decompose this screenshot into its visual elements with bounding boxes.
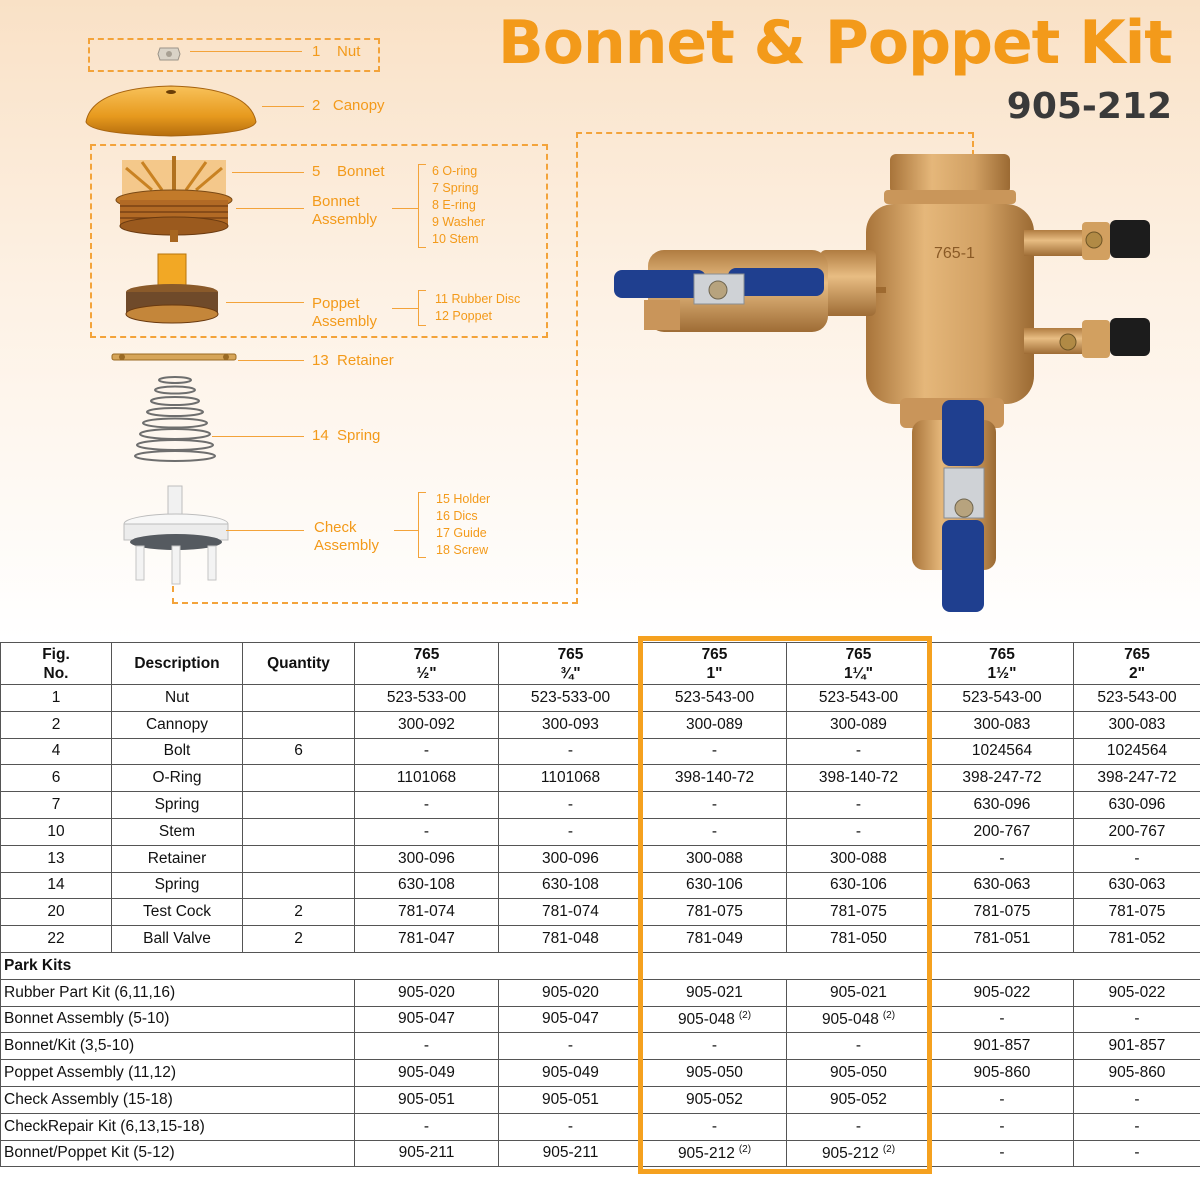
cell-description: Test Cock (112, 899, 243, 926)
cell-part-number: 398-247-72 (1074, 765, 1200, 792)
kit-part-number-value: - (1134, 1090, 1140, 1108)
kit-part-number-value: - (999, 1010, 1005, 1028)
cell-fig-no: 6 (1, 765, 112, 792)
cell-kit-part-number (643, 1033, 787, 1060)
cell-part-number: 781-074 (499, 899, 643, 926)
poppet-part-image (122, 252, 222, 328)
backflow-valve-image (604, 150, 1164, 620)
kit-part-number-value: - (999, 1144, 1005, 1162)
cell-kit-part-number (499, 1140, 643, 1167)
cell-quantity: 2 (243, 926, 355, 953)
cell-kit-part-number (1074, 1086, 1200, 1113)
header-size-one: 765 1" (643, 643, 787, 685)
kit-part-number-value: 905-022 (973, 983, 1031, 1001)
kit-part-number-value: - (855, 1037, 862, 1055)
leader-line (190, 51, 302, 52)
kit-part-number-value: - (855, 1117, 862, 1135)
cell-fig-no: 7 (1, 792, 112, 819)
cell-quantity (243, 711, 355, 738)
cell-kit-part-number (931, 1086, 1074, 1113)
cell-part-number: 781-075 (1074, 899, 1200, 926)
cell-part-number: 200-767 (931, 818, 1074, 845)
cell-part-number: 523-543-00 (787, 685, 931, 712)
cell-fig-no: 1 (1, 685, 112, 712)
kit-part-number-value: 905-051 (542, 1090, 599, 1108)
retainer-part-image (108, 348, 240, 366)
kit-row (1, 979, 1200, 1006)
kit-row (1, 1140, 1200, 1167)
kit-part-number-value: 901-857 (973, 1037, 1031, 1055)
label-retainer: 13 Retainer (312, 352, 394, 369)
kit-part-number-value: - (567, 1037, 574, 1055)
cell-description: Spring (112, 792, 243, 819)
cell-part-number: 781-074 (355, 899, 499, 926)
table-row (1, 872, 1200, 899)
label-bonnet-assembly: Bonnet Assembly (312, 193, 378, 228)
cell-quantity (243, 818, 355, 845)
cell-part-number: 630-096 (931, 792, 1074, 819)
cell-kit-description: Bonnet Assembly (5-10) (1, 1006, 355, 1033)
canopy-part-image (82, 82, 260, 138)
cell-kit-part-number (643, 1140, 787, 1167)
kit-part-number-value: 905-049 (542, 1064, 599, 1082)
cell-part-number: 1101068 (499, 765, 643, 792)
cell-fig-no: 2 (1, 711, 112, 738)
cell-part-number: 630-063 (1074, 872, 1200, 899)
kit-part-number-value: 905-050 (830, 1064, 887, 1082)
kit-part-number-value: 901-857 (1108, 1037, 1166, 1055)
kit-part-number-value: 905-212 (821, 1144, 879, 1162)
cell-kit-part-number (1074, 1006, 1200, 1033)
kit-row (1, 1033, 1200, 1060)
cell-part-number: 200-767 (1074, 818, 1200, 845)
cell-part-number: 523-533-00 (499, 685, 643, 712)
cell-kit-part-number (355, 1086, 499, 1113)
table-row (1, 765, 1200, 792)
cell-part-number: - (355, 818, 499, 845)
cell-description: Ball Valve (112, 926, 243, 953)
header-fig-no: Fig. No. (1, 643, 112, 685)
table-row (1, 738, 1200, 765)
cell-part-number: 630-106 (643, 872, 787, 899)
cell-kit-part-number (931, 1060, 1074, 1087)
cell-description: O-Ring (112, 765, 243, 792)
cell-part-number: 1024564 (931, 738, 1074, 765)
leader-line (226, 302, 304, 303)
cell-part-number: 523-533-00 (355, 685, 499, 712)
cell-kit-part-number (787, 1060, 931, 1087)
cell-part-number: 781-052 (1074, 926, 1200, 953)
table-row (1, 685, 1200, 712)
leader-line (236, 208, 304, 209)
label-canopy: 2 Canopy (312, 97, 385, 114)
cell-part-number: 781-048 (499, 926, 643, 953)
cell-fig-no: 20 (1, 899, 112, 926)
cell-part-number: 781-047 (355, 926, 499, 953)
kit-part-number-value: - (1134, 1144, 1140, 1162)
cell-part-number: - (355, 738, 499, 765)
cell-part-number: 300-083 (931, 711, 1074, 738)
cell-kit-part-number (499, 1033, 643, 1060)
cell-part-number: 300-083 (1074, 711, 1200, 738)
cell-fig-no: 22 (1, 926, 112, 953)
kit-part-number-value: 905-049 (398, 1064, 455, 1082)
header-size-half: 765 ½" (355, 643, 499, 685)
kit-part-number-value: 905-052 (830, 1090, 887, 1108)
cell-kit-part-number (499, 1086, 643, 1113)
cell-part-number: 781-051 (931, 926, 1074, 953)
cell-part-number: - (499, 818, 643, 845)
kit-part-number-value: 905-021 (686, 983, 743, 1001)
cell-part-number: - (499, 792, 643, 819)
cell-description: Bolt (112, 738, 243, 765)
poppet-subparts-bracket (418, 290, 426, 326)
cell-part-number: 300-088 (643, 845, 787, 872)
label-poppet-assembly: Poppet Assembly (312, 295, 378, 330)
cell-kit-part-number (1074, 1113, 1200, 1140)
kit-part-number-value: - (1134, 1010, 1140, 1028)
cell-part-number: 630-096 (1074, 792, 1200, 819)
cell-part-number: 523-543-00 (643, 685, 787, 712)
kit-part-number-value: - (711, 1117, 718, 1135)
cell-kit-part-number (355, 979, 499, 1006)
cell-quantity (243, 845, 355, 872)
cell-fig-no: 14 (1, 872, 112, 899)
cell-kit-part-number (355, 1140, 499, 1167)
cell-kit-part-number (499, 979, 643, 1006)
kit-part-number-value: 905-211 (398, 1144, 455, 1162)
cell-kit-description: Poppet Assembly (11,12) (1, 1060, 355, 1087)
kit-row (1, 1006, 1200, 1033)
cell-description: Nut (112, 685, 243, 712)
cell-kit-part-number (931, 1113, 1074, 1140)
label-bonnet: 5 Bonnet (312, 163, 385, 180)
cell-part-number: 523-543-00 (1074, 685, 1200, 712)
cell-kit-part-number (499, 1006, 643, 1033)
cell-part-number: 398-247-72 (931, 765, 1074, 792)
kit-part-number-value: 905-211 (542, 1144, 599, 1162)
kit-part-number-value: 905-021 (830, 983, 887, 1001)
cell-quantity (243, 872, 355, 899)
kit-part-number-value: 905-048 (821, 1010, 879, 1028)
spring-part-image (132, 372, 218, 464)
cell-fig-no: 13 (1, 845, 112, 872)
cell-kit-part-number (355, 1113, 499, 1140)
cell-kit-part-number (1074, 1140, 1200, 1167)
cell-part-number: - (787, 818, 931, 845)
poppet-subparts: 11 Rubber Disc 12 Poppet (435, 292, 521, 323)
cell-part-number: 630-063 (931, 872, 1074, 899)
cell-part-number: 1024564 (1074, 738, 1200, 765)
cell-kit-part-number (787, 1113, 931, 1140)
cell-kit-part-number (931, 1033, 1074, 1060)
header-description: Description (112, 643, 243, 685)
kit-part-number-value: 905-860 (973, 1064, 1031, 1082)
bonnet-subparts: 6 O-ring 7 Spring 8 E-ring 9 Washer 10 Stem (432, 164, 486, 246)
cell-kit-part-number (931, 1006, 1074, 1033)
leader-line (226, 530, 304, 531)
parts-table-container (0, 642, 1200, 1167)
cell-part-number: - (787, 792, 931, 819)
kit-part-number-value: - (711, 1037, 718, 1055)
kit-part-number-value: - (423, 1037, 430, 1055)
cell-part-number: - (643, 818, 787, 845)
kit-part-number-value: 905-860 (1108, 1064, 1166, 1082)
cell-part-number: - (931, 845, 1074, 872)
cell-part-number: 300-092 (355, 711, 499, 738)
cell-part-number: - (1074, 845, 1200, 872)
leader-line (392, 308, 418, 309)
cell-quantity: 6 (243, 738, 355, 765)
cell-part-number: 300-096 (499, 845, 643, 872)
cell-kit-part-number (499, 1060, 643, 1087)
cell-part-number: 300-088 (787, 845, 931, 872)
bonnet-part-image (112, 154, 236, 244)
leader-line (394, 530, 418, 531)
cell-description: Retainer (112, 845, 243, 872)
kit-part-number-value: 905-047 (398, 1010, 455, 1028)
valve-link-line-left (576, 132, 578, 604)
cell-kit-part-number (643, 1006, 787, 1033)
cell-part-number: 300-089 (643, 711, 787, 738)
kit-part-number-value: 905-050 (686, 1064, 743, 1082)
cell-part-number: 398-140-72 (643, 765, 787, 792)
cell-kit-part-number (643, 1086, 787, 1113)
cell-part-number: - (643, 738, 787, 765)
cell-description: Cannopy (112, 711, 243, 738)
kit-part-number-value: 905-022 (1108, 983, 1166, 1001)
table-row (1, 792, 1200, 819)
check-subparts-bracket (418, 492, 426, 558)
cell-kit-description: CheckRepair Kit (6,13,15-18) (1, 1113, 355, 1140)
parts-table (0, 642, 1200, 1167)
section-row (1, 952, 1200, 979)
cell-part-number: 300-093 (499, 711, 643, 738)
cell-kit-part-number (643, 979, 787, 1006)
table-row (1, 845, 1200, 872)
cell-kit-part-number (1074, 1060, 1200, 1087)
kit-row (1, 1086, 1200, 1113)
cell-kit-part-number (787, 1086, 931, 1113)
kit-part-number-value: 905-212 (677, 1144, 735, 1162)
cell-part-number: - (643, 792, 787, 819)
cell-part-number: - (787, 738, 931, 765)
cell-quantity: 2 (243, 899, 355, 926)
cell-part-number: 1101068 (355, 765, 499, 792)
cell-kit-part-number (355, 1033, 499, 1060)
cell-kit-part-number (787, 1006, 931, 1033)
kit-part-number-value: - (999, 1117, 1005, 1135)
cell-quantity (243, 792, 355, 819)
kit-row (1, 1113, 1200, 1140)
header-size-two: 765 2" (1074, 643, 1200, 685)
table-row (1, 926, 1200, 953)
cell-part-number: 630-106 (787, 872, 931, 899)
leader-line (212, 436, 304, 437)
cell-fig-no: 4 (1, 738, 112, 765)
cell-part-number: - (499, 738, 643, 765)
cell-kit-description: Bonnet/Kit (3,5-10) (1, 1033, 355, 1060)
header-quantity: Quantity (243, 643, 355, 685)
cell-kit-part-number (643, 1060, 787, 1087)
cell-part-number: 781-075 (787, 899, 931, 926)
parts-table-body (1, 685, 1200, 1167)
cell-kit-part-number (1074, 979, 1200, 1006)
cell-part-number: 398-140-72 (787, 765, 931, 792)
page-title: Bonnet & Poppet Kit (498, 8, 1172, 78)
cell-kit-part-number (355, 1060, 499, 1087)
nut-part-image (156, 44, 182, 64)
cell-part-number: 630-108 (499, 872, 643, 899)
cell-part-number: 523-543-00 (931, 685, 1074, 712)
table-row (1, 818, 1200, 845)
footnote-marker: (2) (882, 1143, 896, 1155)
cell-part-number: 781-049 (643, 926, 787, 953)
cell-part-number: 300-096 (355, 845, 499, 872)
cell-kit-part-number (931, 1140, 1074, 1167)
kit-part-number: 905-212 (1006, 86, 1172, 127)
kit-part-number-value: 905-052 (686, 1090, 743, 1108)
footnote-marker: (2) (738, 1143, 752, 1155)
cell-kit-description: Check Assembly (15-18) (1, 1086, 355, 1113)
table-row (1, 711, 1200, 738)
leader-line (392, 208, 418, 209)
cell-part-number: 781-050 (787, 926, 931, 953)
kit-part-number-value: - (423, 1117, 430, 1135)
check-link-line (172, 586, 578, 604)
bonnet-subparts-bracket (418, 164, 426, 248)
cell-description: Spring (112, 872, 243, 899)
kit-part-number-value: 905-047 (542, 1010, 599, 1028)
cell-kit-part-number (787, 979, 931, 1006)
kit-part-number-value: - (999, 1090, 1005, 1108)
cell-kit-part-number (1074, 1033, 1200, 1060)
kit-part-number-value: - (1134, 1117, 1140, 1135)
footnote-marker: (2) (738, 1009, 752, 1021)
cell-kit-part-number (787, 1033, 931, 1060)
cell-part-number: - (355, 792, 499, 819)
cell-kit-part-number (643, 1113, 787, 1140)
cell-kit-part-number (499, 1113, 643, 1140)
table-header-row (1, 643, 1200, 685)
kit-part-number-value: 905-051 (398, 1090, 455, 1108)
cell-kit-part-number (931, 979, 1074, 1006)
kit-part-number-value: 905-020 (398, 983, 455, 1001)
leader-line (232, 172, 304, 173)
cell-kit-part-number (787, 1140, 931, 1167)
kit-part-number-value: 905-048 (677, 1010, 735, 1028)
cell-part-number: 630-108 (355, 872, 499, 899)
leader-line (238, 360, 304, 361)
cell-kit-description: Rubber Part Kit (6,11,16) (1, 979, 355, 1006)
cell-part-number: 300-089 (787, 711, 931, 738)
cell-fig-no: 10 (1, 818, 112, 845)
leader-line (262, 106, 304, 107)
header-size-one-half: 765 1½" (931, 643, 1074, 685)
cell-kit-description: Bonnet/Poppet Kit (5-12) (1, 1140, 355, 1167)
header-size-three-quarter: 765 ¾" (499, 643, 643, 685)
check-assembly-part-image (122, 484, 230, 586)
cell-part-number: 781-075 (643, 899, 787, 926)
kit-part-number-value: - (567, 1117, 574, 1135)
footnote-marker: (2) (882, 1009, 896, 1021)
header-size-one-quarter: 765 1¼" (787, 643, 931, 685)
section-title-kits: Park Kits (1, 952, 1200, 979)
cell-quantity (243, 685, 355, 712)
cell-quantity (243, 765, 355, 792)
cell-kit-part-number (355, 1006, 499, 1033)
kit-row (1, 1060, 1200, 1087)
valve-marking: 765-1 (934, 245, 975, 262)
cell-description: Stem (112, 818, 243, 845)
kit-part-number-value: 905-020 (542, 983, 599, 1001)
label-spring: 14 Spring (312, 427, 381, 444)
label-check-assembly: Check Assembly (314, 519, 380, 554)
cell-part-number: 781-075 (931, 899, 1074, 926)
table-row (1, 899, 1200, 926)
label-nut: 1 Nut (312, 43, 361, 60)
check-subparts: 15 Holder 16 Dics 17 Guide 18 Screw (436, 492, 491, 557)
